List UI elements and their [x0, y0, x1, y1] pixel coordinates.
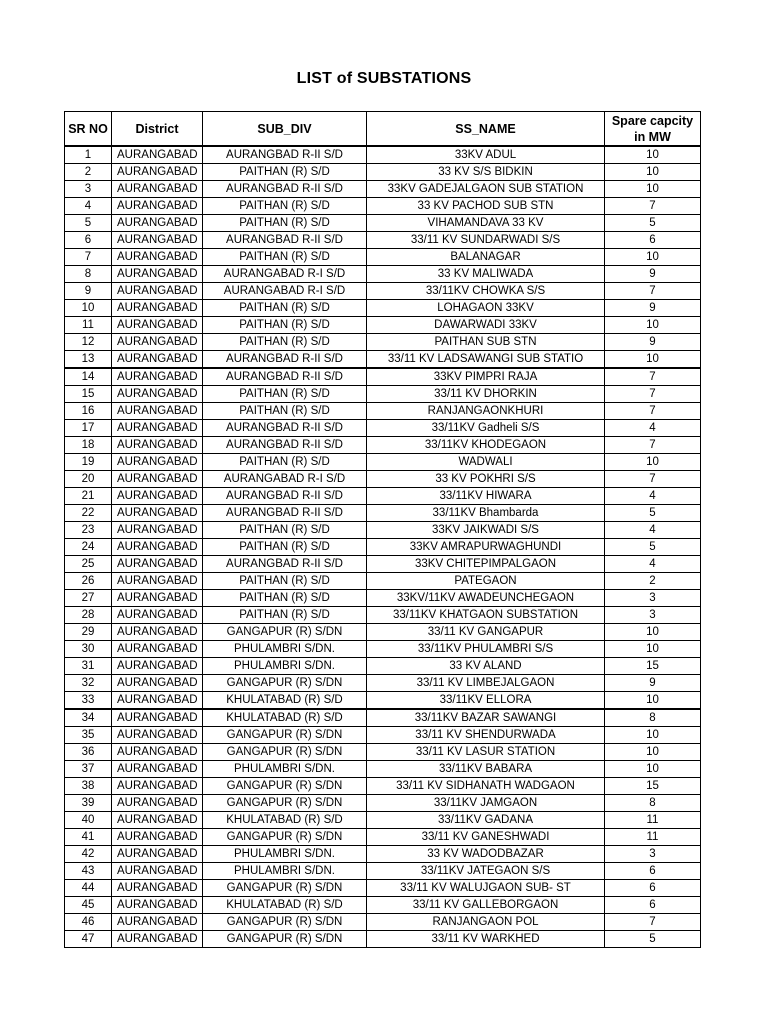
table-row: [65, 812, 701, 829]
table-row: [65, 146, 701, 164]
table-header-row: [65, 112, 701, 147]
cell-ss-name: RANJANGAON POL: [367, 914, 605, 931]
cell-sr-no: 38: [65, 778, 112, 795]
cell-spare-capacity: 5: [605, 931, 701, 948]
table-row: [65, 437, 701, 454]
cell-ss-name: 33/11KV JATEGAON S/S: [367, 863, 605, 880]
cell-ss-name: 33KV CHITEPIMPALGAON: [367, 556, 605, 573]
cell-sr-no: 35: [65, 727, 112, 744]
cell-sub-div: PAITHAN (R) S/D: [203, 607, 367, 624]
cell-sub-div: KHULATABAD (R) S/D: [203, 812, 367, 829]
cell-sub-div: PAITHAN (R) S/D: [203, 454, 367, 471]
cell-ss-name: 33/11KV Gadheli S/S: [367, 420, 605, 437]
cell-spare-capacity: 5: [605, 215, 701, 232]
cell-ss-name: 33/11 KV SUNDARWADI S/S: [367, 232, 605, 249]
cell-sr-no: 46: [65, 914, 112, 931]
cell-district: AURANGABAD: [112, 675, 203, 692]
cell-district: AURANGABAD: [112, 198, 203, 215]
cell-spare-capacity: 6: [605, 863, 701, 880]
cell-sub-div: GANGAPUR (R) S/DN: [203, 744, 367, 761]
cell-sr-no: 18: [65, 437, 112, 454]
cell-sr-no: 45: [65, 897, 112, 914]
cell-district: AURANGABAD: [112, 658, 203, 675]
table-row: [65, 249, 701, 266]
cell-spare-capacity: 8: [605, 709, 701, 727]
table-row: [65, 164, 701, 181]
cell-ss-name: 33KV PIMPRI RAJA: [367, 368, 605, 386]
table-row: [65, 744, 701, 761]
cell-district: AURANGABAD: [112, 522, 203, 539]
cell-sub-div: PAITHAN (R) S/D: [203, 573, 367, 590]
cell-spare-capacity: 3: [605, 846, 701, 863]
cell-sub-div: PHULAMBRI S/DN.: [203, 863, 367, 880]
cell-spare-capacity: 11: [605, 829, 701, 846]
cell-district: AURANGABAD: [112, 505, 203, 522]
cell-sr-no: 7: [65, 249, 112, 266]
cell-ss-name: 33/11KV GADANA: [367, 812, 605, 829]
cell-sub-div: AURANGBAD R-II S/D: [203, 181, 367, 198]
cell-ss-name: LOHAGAON 33KV: [367, 300, 605, 317]
cell-sub-div: PAITHAN (R) S/D: [203, 215, 367, 232]
cell-ss-name: 33/11 KV DHORKIN: [367, 386, 605, 403]
table-row: [65, 232, 701, 249]
table-row: [65, 641, 701, 658]
cell-sub-div: PAITHAN (R) S/D: [203, 300, 367, 317]
table-row: [65, 846, 701, 863]
cell-ss-name: 33/11KV PHULAMBRI S/S: [367, 641, 605, 658]
cell-sr-no: 28: [65, 607, 112, 624]
cell-sr-no: 10: [65, 300, 112, 317]
cell-district: AURANGABAD: [112, 215, 203, 232]
substations-table: [64, 111, 701, 948]
cell-ss-name: 33KV AMRAPURWAGHUNDI: [367, 539, 605, 556]
cell-sub-div: PHULAMBRI S/DN.: [203, 658, 367, 675]
cell-district: AURANGABAD: [112, 164, 203, 181]
table-row: [65, 624, 701, 641]
cell-sub-div: PAITHAN (R) S/D: [203, 249, 367, 266]
cell-ss-name: 33/11 KV SIDHANATH WADGAON: [367, 778, 605, 795]
cell-district: AURANGABAD: [112, 232, 203, 249]
table-body: [65, 146, 701, 948]
table-row: [65, 573, 701, 590]
table-row: [65, 863, 701, 880]
table-row: [65, 897, 701, 914]
cell-sub-div: PAITHAN (R) S/D: [203, 334, 367, 351]
cell-district: AURANGABAD: [112, 709, 203, 727]
cell-ss-name: RANJANGAONKHURI: [367, 403, 605, 420]
table-row: [65, 283, 701, 300]
cell-spare-capacity: 4: [605, 488, 701, 505]
cell-sub-div: AURANGBAD R-II S/D: [203, 505, 367, 522]
cell-district: AURANGABAD: [112, 420, 203, 437]
cell-district: AURANGABAD: [112, 744, 203, 761]
cell-spare-capacity: 7: [605, 386, 701, 403]
cell-spare-capacity: 4: [605, 420, 701, 437]
cell-ss-name: 33/11KV CHOWKA S/S: [367, 283, 605, 300]
cell-ss-name: WADWALI: [367, 454, 605, 471]
cell-sr-no: 47: [65, 931, 112, 948]
table-row: [65, 778, 701, 795]
table-row: [65, 386, 701, 403]
cell-district: AURANGABAD: [112, 556, 203, 573]
table-row: [65, 795, 701, 812]
cell-sub-div: KHULATABAD (R) S/D: [203, 692, 367, 710]
cell-sr-no: 2: [65, 164, 112, 181]
cell-sr-no: 27: [65, 590, 112, 607]
cell-spare-capacity: 3: [605, 590, 701, 607]
header-sr-no: SR NO: [65, 112, 112, 147]
cell-spare-capacity: 4: [605, 556, 701, 573]
cell-ss-name: 33/11 KV GANGAPUR: [367, 624, 605, 641]
cell-sub-div: AURANGBAD R-II S/D: [203, 488, 367, 505]
cell-sr-no: 19: [65, 454, 112, 471]
cell-sub-div: AURANGBAD R-II S/D: [203, 437, 367, 454]
cell-sr-no: 14: [65, 368, 112, 386]
cell-spare-capacity: 9: [605, 266, 701, 283]
document-title: LIST of SUBSTATIONS: [296, 70, 472, 87]
cell-ss-name: VIHAMANDAVA 33 KV: [367, 215, 605, 232]
cell-sr-no: 20: [65, 471, 112, 488]
cell-ss-name: 33KV GADEJALGAON SUB STATION: [367, 181, 605, 198]
cell-district: AURANGABAD: [112, 539, 203, 556]
cell-district: AURANGABAD: [112, 471, 203, 488]
table-row: [65, 914, 701, 931]
cell-ss-name: 33/11KV Bhambarda: [367, 505, 605, 522]
cell-district: AURANGABAD: [112, 437, 203, 454]
cell-sub-div: GANGAPUR (R) S/DN: [203, 675, 367, 692]
cell-district: AURANGABAD: [112, 897, 203, 914]
cell-spare-capacity: 10: [605, 692, 701, 710]
cell-district: AURANGABAD: [112, 624, 203, 641]
cell-sub-div: AURANGBAD R-II S/D: [203, 368, 367, 386]
cell-ss-name: 33/11 KV LASUR STATION: [367, 744, 605, 761]
cell-spare-capacity: 7: [605, 471, 701, 488]
cell-sr-no: 24: [65, 539, 112, 556]
cell-district: AURANGABAD: [112, 334, 203, 351]
cell-sr-no: 6: [65, 232, 112, 249]
cell-sr-no: 13: [65, 351, 112, 369]
cell-sr-no: 36: [65, 744, 112, 761]
table-row: [65, 266, 701, 283]
table-row: [65, 505, 701, 522]
cell-sub-div: GANGAPUR (R) S/DN: [203, 829, 367, 846]
table-row: [65, 420, 701, 437]
table-row: [65, 727, 701, 744]
cell-sr-no: 34: [65, 709, 112, 727]
cell-sub-div: PHULAMBRI S/DN.: [203, 761, 367, 778]
cell-district: AURANGABAD: [112, 931, 203, 948]
table-row: [65, 761, 701, 778]
table-row: [65, 931, 701, 948]
cell-ss-name: 33/11 KV GANESHWADI: [367, 829, 605, 846]
cell-sub-div: PHULAMBRI S/DN.: [203, 846, 367, 863]
cell-sub-div: PHULAMBRI S/DN.: [203, 641, 367, 658]
cell-spare-capacity: 10: [605, 351, 701, 369]
table-row: [65, 607, 701, 624]
cell-district: AURANGABAD: [112, 146, 203, 164]
cell-sub-div: PAITHAN (R) S/D: [203, 164, 367, 181]
cell-ss-name: 33/11 KV WALUJGAON SUB- ST: [367, 880, 605, 897]
cell-sub-div: PAITHAN (R) S/D: [203, 198, 367, 215]
cell-spare-capacity: 8: [605, 795, 701, 812]
cell-ss-name: 33/11KV JAMGAON: [367, 795, 605, 812]
cell-district: AURANGABAD: [112, 317, 203, 334]
cell-sr-no: 5: [65, 215, 112, 232]
cell-spare-capacity: 11: [605, 812, 701, 829]
cell-sr-no: 15: [65, 386, 112, 403]
cell-spare-capacity: 6: [605, 897, 701, 914]
cell-spare-capacity: 10: [605, 146, 701, 164]
cell-district: AURANGABAD: [112, 692, 203, 710]
table-row: [65, 675, 701, 692]
cell-district: AURANGABAD: [112, 590, 203, 607]
cell-sr-no: 29: [65, 624, 112, 641]
cell-sr-no: 26: [65, 573, 112, 590]
cell-sr-no: 41: [65, 829, 112, 846]
cell-sub-div: GANGAPUR (R) S/DN: [203, 727, 367, 744]
cell-ss-name: 33/11KV KHODEGAON: [367, 437, 605, 454]
cell-sub-div: PAITHAN (R) S/D: [203, 403, 367, 420]
cell-district: AURANGABAD: [112, 386, 203, 403]
cell-district: AURANGABAD: [112, 181, 203, 198]
cell-district: AURANGABAD: [112, 266, 203, 283]
cell-ss-name: 33 KV POKHRI S/S: [367, 471, 605, 488]
cell-spare-capacity: 5: [605, 539, 701, 556]
cell-ss-name: 33/11KV KHATGAON SUBSTATION: [367, 607, 605, 624]
cell-ss-name: 33/11 KV LIMBEJALGAON: [367, 675, 605, 692]
cell-sr-no: 32: [65, 675, 112, 692]
cell-district: AURANGABAD: [112, 914, 203, 931]
header-spare-capacity: Spare capcity in MW: [605, 112, 701, 147]
cell-sr-no: 21: [65, 488, 112, 505]
cell-sub-div: GANGAPUR (R) S/DN: [203, 778, 367, 795]
cell-spare-capacity: 9: [605, 334, 701, 351]
cell-sub-div: GANGAPUR (R) S/DN: [203, 795, 367, 812]
cell-ss-name: 33 KV ALAND: [367, 658, 605, 675]
cell-sr-no: 30: [65, 641, 112, 658]
cell-ss-name: PAITHAN SUB STN: [367, 334, 605, 351]
cell-sub-div: KHULATABAD (R) S/D: [203, 709, 367, 727]
cell-district: AURANGABAD: [112, 880, 203, 897]
cell-spare-capacity: 10: [605, 641, 701, 658]
cell-ss-name: 33/11 KV SHENDURWADA: [367, 727, 605, 744]
cell-ss-name: 33 KV PACHOD SUB STN: [367, 198, 605, 215]
cell-sub-div: AURANGBAD R-II S/D: [203, 146, 367, 164]
cell-district: AURANGABAD: [112, 351, 203, 369]
cell-ss-name: 33 KV MALIWADA: [367, 266, 605, 283]
cell-sr-no: 3: [65, 181, 112, 198]
cell-spare-capacity: 10: [605, 181, 701, 198]
cell-ss-name: 33KV JAIKWADI S/S: [367, 522, 605, 539]
cell-spare-capacity: 10: [605, 249, 701, 266]
cell-spare-capacity: 7: [605, 403, 701, 420]
cell-district: AURANGABAD: [112, 641, 203, 658]
cell-district: AURANGABAD: [112, 300, 203, 317]
table-row: [65, 522, 701, 539]
cell-sr-no: 40: [65, 812, 112, 829]
cell-sub-div: AURANGBAD R-II S/D: [203, 351, 367, 369]
cell-spare-capacity: 10: [605, 454, 701, 471]
cell-sub-div: AURANGABAD R-I S/D: [203, 471, 367, 488]
cell-sr-no: 33: [65, 692, 112, 710]
table-row: [65, 590, 701, 607]
table-row: [65, 300, 701, 317]
table-row: [65, 181, 701, 198]
header-district: District: [112, 112, 203, 147]
cell-district: AURANGABAD: [112, 795, 203, 812]
cell-spare-capacity: 7: [605, 368, 701, 386]
cell-sr-no: 37: [65, 761, 112, 778]
cell-sub-div: PAITHAN (R) S/D: [203, 539, 367, 556]
cell-ss-name: 33/11KV BABARA: [367, 761, 605, 778]
cell-district: AURANGABAD: [112, 454, 203, 471]
cell-sub-div: PAITHAN (R) S/D: [203, 590, 367, 607]
cell-ss-name: 33/11KV HIWARA: [367, 488, 605, 505]
cell-spare-capacity: 10: [605, 727, 701, 744]
cell-sub-div: AURANGBAD R-II S/D: [203, 420, 367, 437]
cell-district: AURANGABAD: [112, 368, 203, 386]
cell-spare-capacity: 15: [605, 658, 701, 675]
cell-sub-div: AURANGBAD R-II S/D: [203, 232, 367, 249]
cell-ss-name: PATEGAON: [367, 573, 605, 590]
table-row: [65, 317, 701, 334]
cell-sr-no: 11: [65, 317, 112, 334]
cell-spare-capacity: 10: [605, 761, 701, 778]
cell-ss-name: 33KV ADUL: [367, 146, 605, 164]
cell-sub-div: GANGAPUR (R) S/DN: [203, 880, 367, 897]
cell-district: AURANGABAD: [112, 829, 203, 846]
cell-sr-no: 22: [65, 505, 112, 522]
cell-spare-capacity: 7: [605, 283, 701, 300]
cell-sr-no: 4: [65, 198, 112, 215]
cell-sr-no: 44: [65, 880, 112, 897]
cell-district: AURANGABAD: [112, 403, 203, 420]
cell-district: AURANGABAD: [112, 488, 203, 505]
cell-sub-div: AURANGABAD R-I S/D: [203, 283, 367, 300]
table-row: [65, 368, 701, 386]
cell-ss-name: 33/11 KV WARKHED: [367, 931, 605, 948]
cell-district: AURANGABAD: [112, 727, 203, 744]
cell-sr-no: 25: [65, 556, 112, 573]
table-row: [65, 403, 701, 420]
table-row: [65, 880, 701, 897]
cell-ss-name: 33KV/11KV AWADEUNCHEGAON: [367, 590, 605, 607]
header-ss-name: SS_NAME: [367, 112, 605, 147]
cell-ss-name: 33/11 KV GALLEBORGAON: [367, 897, 605, 914]
cell-ss-name: DAWARWADI 33KV: [367, 317, 605, 334]
cell-sr-no: 39: [65, 795, 112, 812]
cell-spare-capacity: 3: [605, 607, 701, 624]
cell-ss-name: 33/11KV BAZAR SAWANGI: [367, 709, 605, 727]
cell-spare-capacity: 6: [605, 232, 701, 249]
table-row: [65, 351, 701, 369]
cell-sr-no: 23: [65, 522, 112, 539]
table-row: [65, 692, 701, 710]
cell-sub-div: AURANGABAD R-I S/D: [203, 266, 367, 283]
cell-sub-div: AURANGBAD R-II S/D: [203, 556, 367, 573]
cell-district: AURANGABAD: [112, 573, 203, 590]
cell-sr-no: 9: [65, 283, 112, 300]
cell-spare-capacity: 4: [605, 522, 701, 539]
cell-district: AURANGABAD: [112, 249, 203, 266]
cell-sub-div: GANGAPUR (R) S/DN: [203, 914, 367, 931]
cell-spare-capacity: 9: [605, 675, 701, 692]
cell-spare-capacity: 6: [605, 880, 701, 897]
cell-sub-div: GANGAPUR (R) S/DN: [203, 931, 367, 948]
cell-sr-no: 43: [65, 863, 112, 880]
cell-sr-no: 17: [65, 420, 112, 437]
table-row: [65, 198, 701, 215]
cell-spare-capacity: 10: [605, 744, 701, 761]
cell-district: AURANGABAD: [112, 283, 203, 300]
cell-sr-no: 12: [65, 334, 112, 351]
cell-spare-capacity: 7: [605, 198, 701, 215]
cell-sub-div: KHULATABAD (R) S/D: [203, 897, 367, 914]
cell-sr-no: 8: [65, 266, 112, 283]
table-row: [65, 454, 701, 471]
cell-spare-capacity: 10: [605, 317, 701, 334]
cell-sr-no: 1: [65, 146, 112, 164]
cell-ss-name: 33/11 KV LADSAWANGI SUB STATIO: [367, 351, 605, 369]
header-sub-div: SUB_DIV: [203, 112, 367, 147]
cell-ss-name: 33 KV WADODBAZAR: [367, 846, 605, 863]
cell-ss-name: 33/11KV ELLORA: [367, 692, 605, 710]
cell-sub-div: PAITHAN (R) S/D: [203, 386, 367, 403]
table-row: [65, 215, 701, 232]
table-row: [65, 471, 701, 488]
table-row: [65, 488, 701, 505]
cell-ss-name: 33 KV S/S BIDKIN: [367, 164, 605, 181]
cell-spare-capacity: 5: [605, 505, 701, 522]
cell-spare-capacity: 15: [605, 778, 701, 795]
cell-district: AURANGABAD: [112, 846, 203, 863]
cell-sub-div: PAITHAN (R) S/D: [203, 522, 367, 539]
cell-spare-capacity: 10: [605, 624, 701, 641]
table-row: [65, 539, 701, 556]
cell-spare-capacity: 10: [605, 164, 701, 181]
cell-district: AURANGABAD: [112, 761, 203, 778]
table-row: [65, 658, 701, 675]
cell-spare-capacity: 2: [605, 573, 701, 590]
table-row: [65, 709, 701, 727]
cell-district: AURANGABAD: [112, 778, 203, 795]
cell-district: AURANGABAD: [112, 863, 203, 880]
cell-spare-capacity: 9: [605, 300, 701, 317]
cell-spare-capacity: 7: [605, 437, 701, 454]
cell-ss-name: BALANAGAR: [367, 249, 605, 266]
cell-sr-no: 16: [65, 403, 112, 420]
cell-spare-capacity: 7: [605, 914, 701, 931]
cell-district: AURANGABAD: [112, 812, 203, 829]
table-row: [65, 334, 701, 351]
cell-sub-div: GANGAPUR (R) S/DN: [203, 624, 367, 641]
cell-sub-div: PAITHAN (R) S/D: [203, 317, 367, 334]
table-row: [65, 829, 701, 846]
cell-sr-no: 31: [65, 658, 112, 675]
table-row: [65, 556, 701, 573]
cell-sr-no: 42: [65, 846, 112, 863]
cell-district: AURANGABAD: [112, 607, 203, 624]
